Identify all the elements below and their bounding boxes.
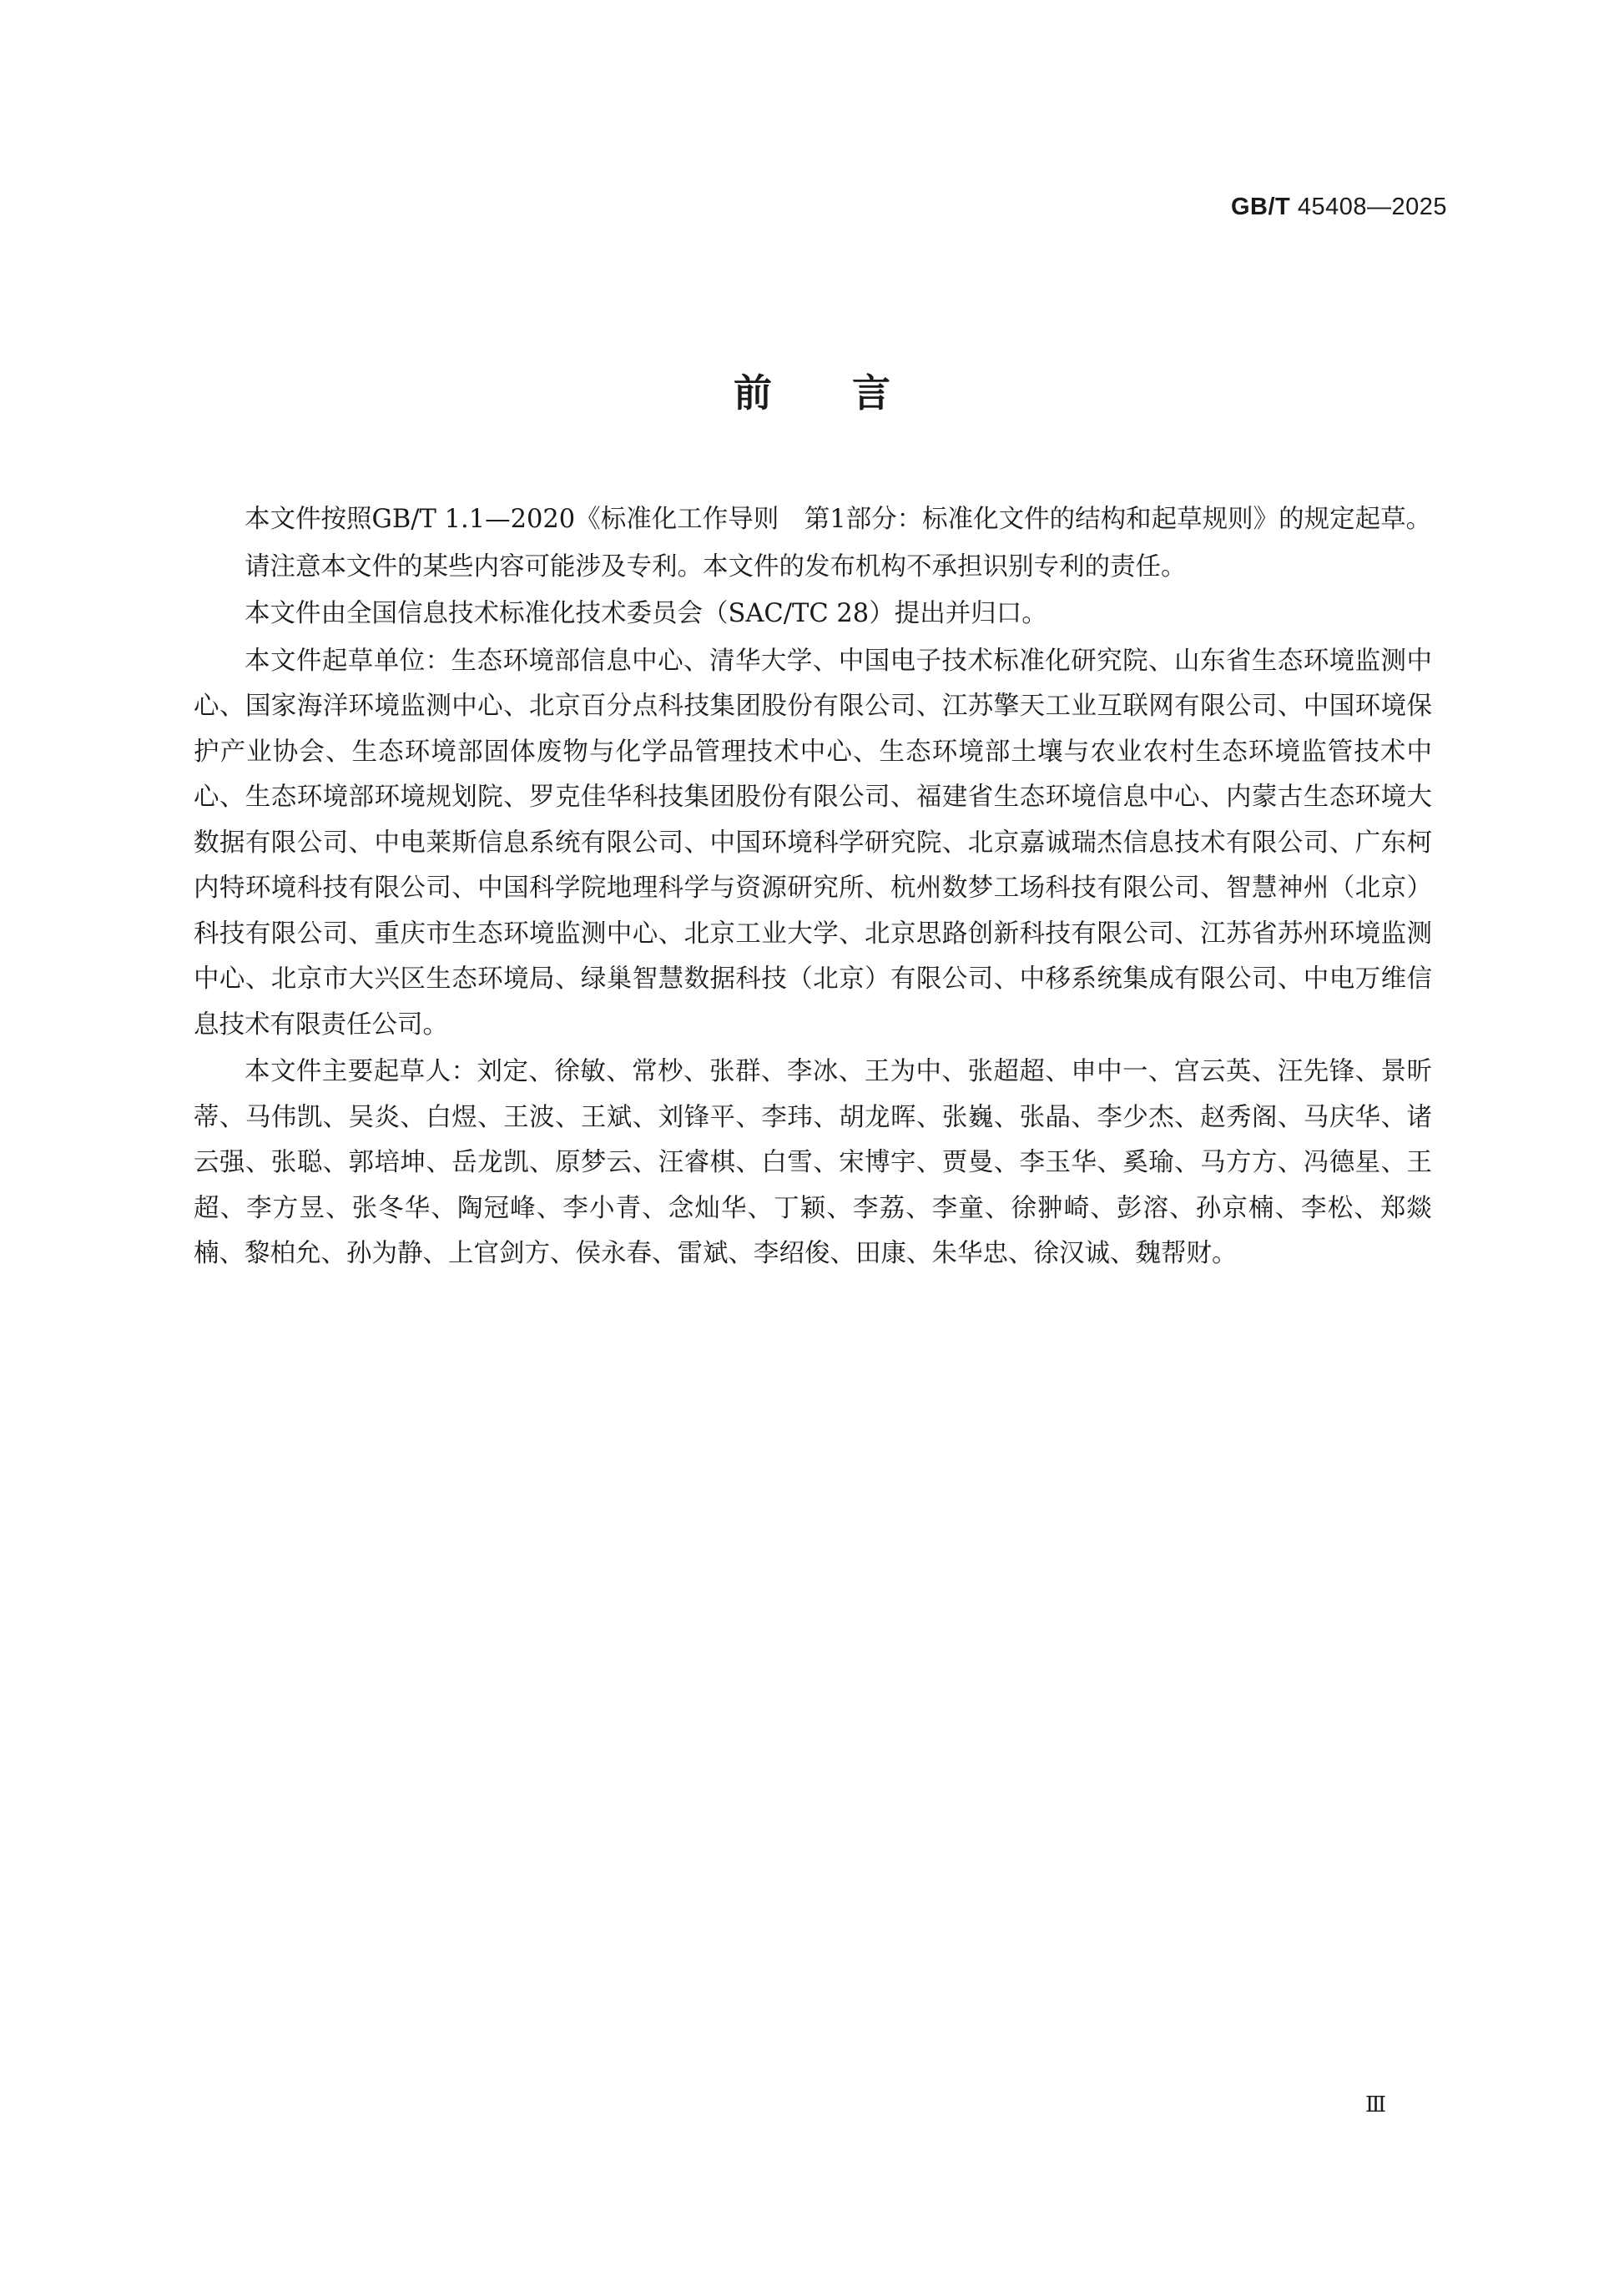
paragraph-patent-notice: 请注意本文件的某些内容可能涉及专利。本文件的发布机构不承担识别专利的责任。 [245,551,1187,582]
standard-code-prefix: GB/T [1231,194,1291,220]
paragraph-proposer: 本文件由全国信息技术标准化技术委员会（SAC/TC 28）提出并归口。 [245,599,1047,628]
foreword-body [194,497,1432,1279]
paragraph-drafting-rules: 本文件按照GB/T 1.1—2020《标准化工作导则 第1部分：标准化文件的结构和起草规则》的规定起草。 [245,505,1432,534]
paragraph-drafting-units: 本文件起草单位：生态环境部信息中心、清华大学、中国电子技术标准化研究院、山东省生态环境监测中心、国家海洋环境监测中心、北京百分点科技集团股份有限公司、江苏擎天工业互联网有限公司、中国环境保护产业协会、生态环境部固体废物与化学品管理技术中心、生态环境部土壤与农业农村生态环境监管技术中心、生态环境部环境规划院、罗克佳华科技集团股份有限公司、福建省生态环境信息中心、内蒙古生态环境大数据有限公司、中电莱斯信息系统有限公司、中国环境科学研究院、北京嘉诚瑞杰信息技术有限公司、广东柯内特环境科技有限公司、中国科学院地理科学与资源研究所、杭州数梦工场科技有限公司、智慧神州（北京）科技有限公司、重庆市生态环境监测中心、北京工业大学、北京思路创新科技有限公司、江苏省苏州环境监测中心、北京市大兴区生态环境局、绿巢智慧数据科技（北京）有限公司、中移系统集成有限公司、中电万维信息技术有限责任公司。 [194,646,1432,1040]
page-title: 前言 [734,370,971,415]
standard-code-number: 45408—2025 [1297,194,1447,220]
paragraph-drafters: 本文件主要起草人：刘定、徐敏、常杪、张群、李冰、王为中、张超超、申中一、宫云英、汪先锋、景昕蒂、马伟凯、吴炎、白煜、王波、王斌、刘锋平、李玮、胡龙晖、张巍、张晶、李少杰、赵秀阁、马庆华、诸云强、张聪、郭培坤、岳龙凯、原梦云、汪睿棋、白雪、宋博宇、贾曼、李玉华、奚瑜、马方方、冯德星、王超、李方昱、张冬华、陶冠峰、李小青、念灿华、丁颖、李荔、李童、徐翀崎、彭溶、孙京楠、李松、郑燚楠、黎柏允、孙为静、上官剑方、侯永春、雷斌、李绍俊、田康、朱华忠、徐汉诚、魏帮财。 [194,1057,1432,1268]
page-number: Ⅲ [1365,2092,1386,2117]
standard-code [1231,194,1447,221]
